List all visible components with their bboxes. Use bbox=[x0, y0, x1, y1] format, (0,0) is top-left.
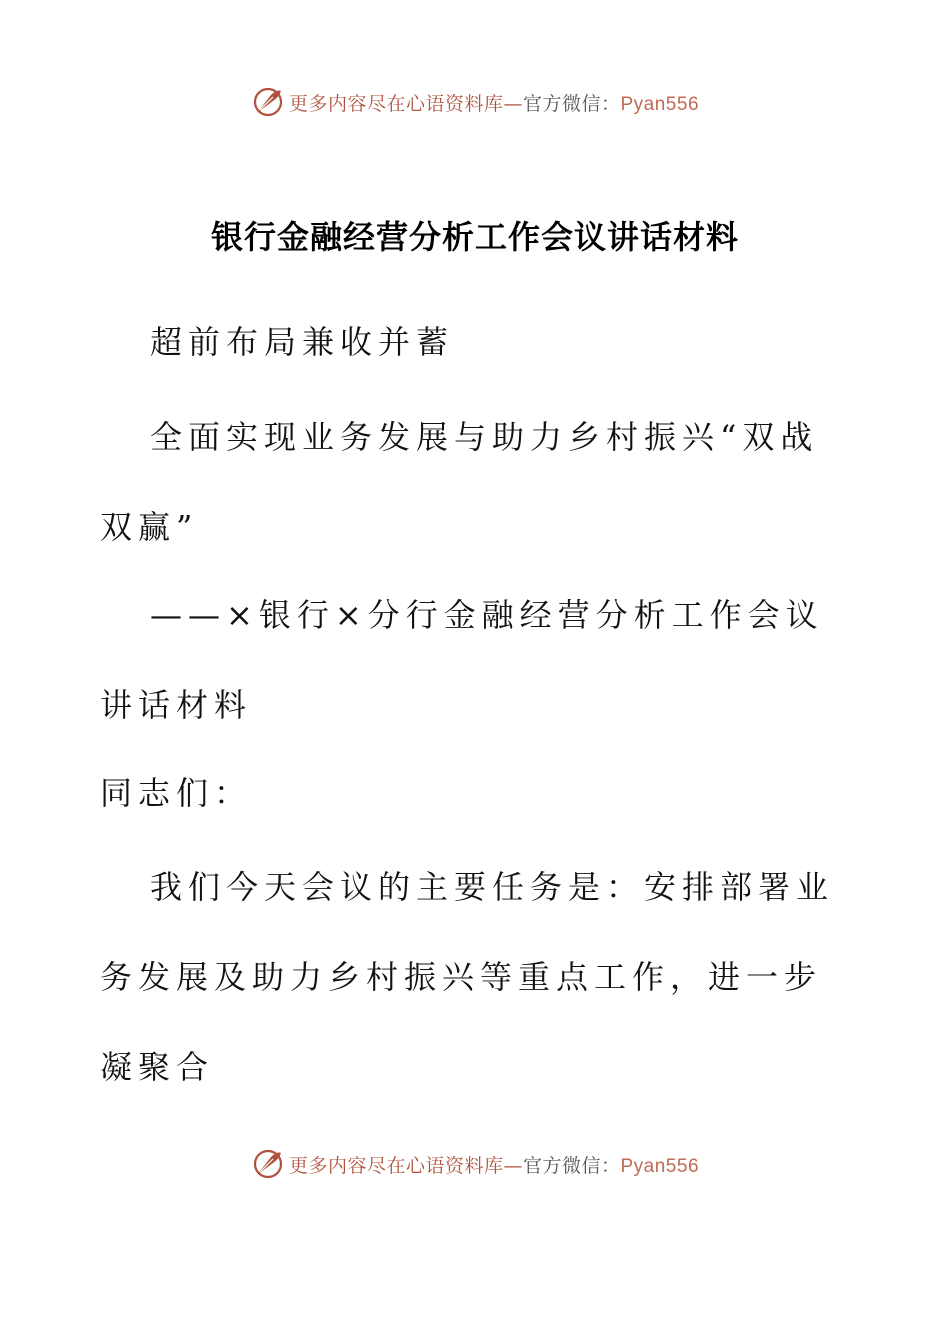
banner-main-text: 更多内容尽在心语资料库 bbox=[288, 92, 504, 115]
quill-pen-logo-icon bbox=[251, 1147, 285, 1181]
subtitle-line: 超前布局兼收并蓄 bbox=[150, 323, 455, 361]
footer-banner bbox=[0, 1144, 950, 1184]
header-banner bbox=[0, 82, 950, 122]
banner-main-text: 更多内容尽在心语资料库 bbox=[288, 1154, 504, 1177]
salutation: 同志们： bbox=[100, 774, 253, 812]
banner-text bbox=[289, 1151, 699, 1178]
document-title: 银行金融经营分析工作会议讲话材料 bbox=[210, 218, 739, 256]
banner-wechat-id: Pyan556 bbox=[620, 1155, 700, 1177]
banner-tail-text: 官方微信： bbox=[522, 1154, 621, 1177]
banner-separator: — bbox=[503, 92, 523, 115]
quill-pen-logo-icon bbox=[251, 85, 285, 119]
subtitle-main: 全面实现业务发展与助力乡村振兴“双战双赢” bbox=[100, 418, 819, 546]
banner-text bbox=[289, 89, 699, 116]
banner-separator: — bbox=[503, 1154, 523, 1177]
banner-tail-text: 官方微信： bbox=[522, 92, 621, 115]
banner-wechat-id: Pyan556 bbox=[620, 93, 700, 115]
body-paragraph: 我们今天会议的主要任务是：安排部署业务发展及助力乡村振兴等重点工作，进一步凝聚合 bbox=[100, 868, 835, 1086]
subtitle-source: ——×银行×分行金融经营分析工作会议讲话材料 bbox=[100, 596, 824, 724]
